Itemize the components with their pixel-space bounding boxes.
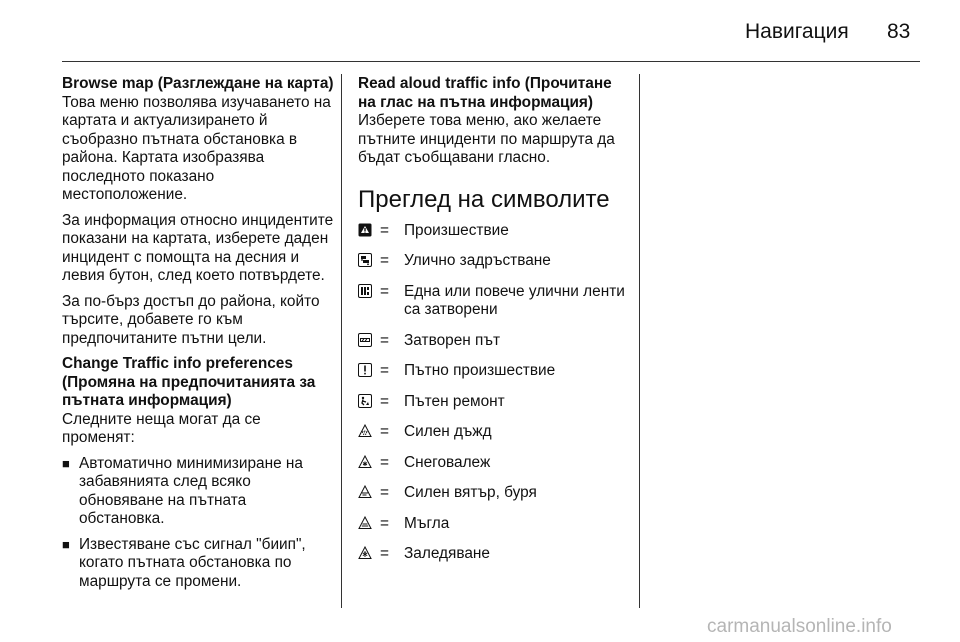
ice-icon [358,546,372,560]
traffic-jam-icon [358,253,372,267]
symbol-label: Заледяване [404,545,490,562]
column-divider-right [639,74,640,608]
list-item [62,455,334,529]
quick-access-text: За по-бърз достъп до района, който търсите, добавете го към предпочитаните пътни цели. [62,292,320,347]
symbol-label: Силен вятър, буря [404,484,537,501]
symbols-overview-title: Преглед на символите [358,185,610,213]
symbol-label: Мъгла [404,514,450,532]
symbol-row-snowfall [358,454,630,473]
snowfall-icon [358,455,372,469]
symbol-row-roadworks [358,393,630,412]
bullet-square-icon: ■ [62,455,70,471]
read-aloud-description: Изберете това меню, ако желаете пътните инциденти по маршрута да бъдат съобщавани гласно. [358,112,615,166]
road-closed-icon [358,333,372,347]
equals-sign: = [380,484,389,501]
incident-info-text: За информация относно инцидентите показани на картата, изберете даден инцидент с помощта на десния и левия бутон, след което потвърдете. [62,211,334,284]
equals-sign: = [380,423,389,440]
page-number: 83 [887,20,911,43]
symbol-row-fog [358,515,630,534]
column-left [62,75,334,598]
read-aloud-section [358,75,630,168]
symbol-row-traffic-jam [358,252,630,271]
browse-map-description: Това меню позволява изучаването на картата и актуализирането й съобразно пътната обстановка в района. Картата изобразява последното показано местоположение. [62,93,331,203]
symbol-row-strong-wind [358,484,630,503]
symbol-label: Снеговалеж [404,453,491,471]
equals-sign: = [380,362,389,379]
symbol-label: Пътно произшествие [404,362,556,379]
symbol-label: Улично задръстване [404,252,551,269]
browse-map-section [62,75,334,205]
equals-sign: = [380,453,389,471]
symbol-row-lanes-closed [358,283,630,320]
road-incident-icon [358,363,372,377]
symbol-row-road-incident [358,362,630,381]
symbol-row-road-closed [358,332,630,351]
list-item-text: Известяване със сигнал "биип", когато пътната обстановка по маршрута се промени. [79,535,306,590]
list-item [62,536,334,592]
symbol-label: Пътен ремонт [404,392,505,410]
equals-sign: = [380,545,389,562]
symbol-row-heavy-rain [358,423,630,442]
strong-wind-icon [358,485,372,499]
traffic-preferences-intro: Следните неща могат да се променят: [62,410,261,446]
lanes-closed-icon [358,284,372,298]
watermark: carmanualsonline.info [707,616,892,637]
symbol-label: Силен дъжд [404,423,492,440]
read-aloud-heading: Read aloud traffic info (Прочитане на глас на пътна информация) [358,75,612,111]
browse-map-heading: Browse map (Разглеждане на карта) [62,75,334,92]
symbol-row-accident [358,222,630,241]
accident-icon [358,223,372,237]
symbol-row-ice [358,545,630,564]
equals-sign: = [380,221,389,239]
traffic-preferences-section [62,355,334,448]
traffic-preferences-heading: Change Traffic info preferences (Промяна на предпочитанията за пътната информация) [62,355,316,409]
column-divider-left [341,74,342,608]
equals-sign: = [380,252,389,269]
equals-sign: = [380,331,389,349]
symbol-label: Една или повече улични ленти са затворени [404,282,625,318]
roadworks-icon [358,394,372,408]
heavy-rain-icon [358,424,372,438]
symbol-label: Произшествие [404,221,509,239]
equals-sign: = [380,282,389,300]
page-section-title: Навигация [745,20,849,43]
column-middle [358,75,630,576]
list-item-text: Автоматично минимизиране на забавянията след всяко обновяване на пътната обстановка. [79,454,303,527]
equals-sign: = [380,392,389,410]
bullet-square-icon: ■ [62,536,70,552]
symbol-label: Затворен път [404,331,501,349]
equals-sign: = [380,514,389,532]
header-divider [62,61,920,62]
fog-icon [358,516,372,530]
